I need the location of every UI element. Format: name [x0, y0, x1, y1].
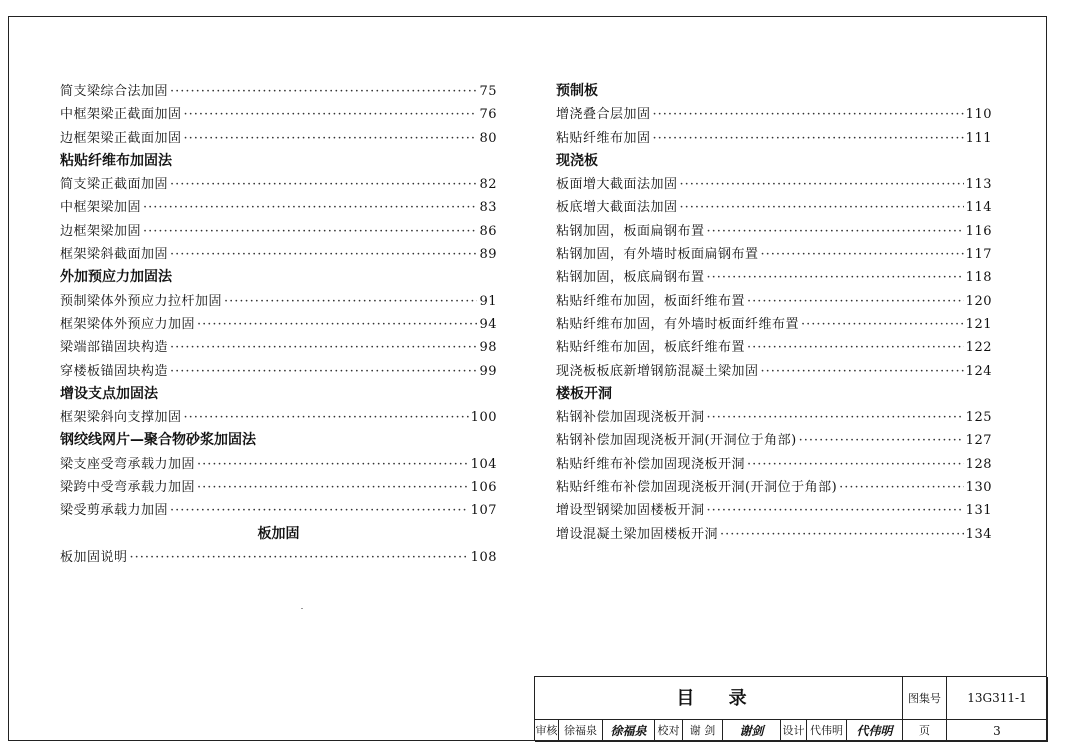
- toc-entry-page: 131: [965, 503, 992, 519]
- toc-entry: [556, 429, 992, 452]
- toc-entry-title: 简支梁正截面加固: [60, 177, 169, 193]
- toc-entry-title: 边框架梁加固: [60, 223, 142, 239]
- toc-entry-page: 91: [479, 293, 497, 309]
- toc-entry: [556, 220, 992, 243]
- toc-entry: [556, 196, 992, 219]
- toc-entry-page: 100: [470, 410, 497, 426]
- toc-entry-title: 粘贴纤维布补偿加固现浇板开洞(开洞位于角部): [556, 480, 838, 496]
- toc-entry-title: 板加固说明: [60, 549, 128, 565]
- dot-leader: [707, 499, 964, 522]
- toc-entry-page: 124: [965, 363, 992, 379]
- toc-right-column: [556, 80, 992, 546]
- toc-entry-page: 89: [479, 247, 497, 263]
- dot-leader: [197, 476, 469, 499]
- toc-entry: [60, 360, 497, 383]
- toc-entry: [556, 406, 992, 429]
- toc-section-heading: 增设支点加固法: [60, 385, 158, 402]
- toc-entry-title: 粘贴纤维布加固: [556, 130, 651, 146]
- toc-entry: [556, 127, 992, 150]
- toc-entry-title: 板底增大截面法加固: [556, 200, 678, 216]
- toc-entry-title: 粘钢加固，板面扁钢布置: [556, 223, 705, 239]
- dot-leader: [184, 127, 478, 150]
- toc-entry: [556, 266, 992, 289]
- toc-entry-page: 98: [479, 340, 497, 356]
- toc-entry: [60, 546, 497, 569]
- check-label: 校对: [655, 720, 683, 742]
- toc-entry-page: 80: [479, 130, 497, 146]
- toc-section-heading: 板加固: [257, 525, 300, 542]
- dot-leader: [184, 103, 478, 126]
- toc-entry-page: 113: [965, 177, 992, 193]
- toc-entry: [556, 290, 992, 313]
- toc-entry-title: 板面增大截面法加固: [556, 177, 678, 193]
- toc-entry: [60, 196, 497, 219]
- dot-leader: [707, 220, 964, 243]
- toc-entry-title: 梁端部锚固块构造: [60, 340, 169, 356]
- dot-leader: [170, 80, 477, 103]
- dot-leader: [801, 313, 964, 336]
- toc-entry-title: 中框架梁正截面加固: [60, 107, 182, 123]
- dot-leader: [707, 406, 964, 429]
- toc-section-heading: 预制板: [556, 83, 598, 99]
- toc-entry-page: 83: [479, 200, 497, 216]
- toc-entry-title: 预制梁体外预应力拉杆加固: [60, 293, 223, 309]
- design-name: 代伟明: [807, 720, 847, 742]
- check-signature: 谢剑: [723, 720, 781, 742]
- toc-entry-page: 75: [479, 84, 497, 99]
- toc-entry-page: 104: [470, 456, 497, 472]
- toc-entry: [60, 80, 497, 103]
- toc-entry: [60, 406, 497, 429]
- design-signature: 代伟明: [847, 720, 903, 742]
- toc-entry-page: 76: [479, 107, 497, 123]
- toc-entry: [60, 453, 497, 476]
- toc-section-heading: 粘贴纤维布加固法: [60, 152, 172, 169]
- atlas-label: 图集号: [903, 677, 947, 720]
- toc-entry: [60, 243, 497, 266]
- dot-leader: [680, 173, 964, 196]
- dot-leader: [653, 103, 964, 126]
- dot-leader: [184, 406, 469, 429]
- toc-entry: [556, 453, 992, 476]
- review-label: 审核: [535, 720, 559, 742]
- dot-leader: [747, 290, 964, 313]
- review-name: 徐福泉: [559, 720, 603, 742]
- toc-entry-page: 122: [965, 340, 992, 356]
- toc-entry-title: 框架梁斜向支撑加固: [60, 410, 182, 426]
- toc-entry-title: 框架梁斜截面加固: [60, 247, 169, 263]
- dot-leader: [197, 313, 477, 336]
- toc-entry-page: 121: [965, 316, 992, 332]
- dot-leader: [170, 336, 477, 359]
- toc-entry-title: 粘贴纤维布加固，板面纤维布置: [556, 293, 746, 309]
- toc-entry-title: 粘贴纤维布加固，板底纤维布置: [556, 340, 746, 356]
- toc-entry-title: 现浇板板底新增钢筋混凝土梁加固: [556, 363, 759, 379]
- toc-entry-page: 99: [479, 363, 497, 379]
- dot-leader: [761, 243, 964, 266]
- toc-entry-page: 125: [965, 410, 992, 426]
- dot-leader: [680, 196, 964, 219]
- toc-entry-page: 94: [479, 316, 497, 332]
- toc-entry-title: 穿楼板锚固块构造: [60, 363, 169, 379]
- toc-entry: [556, 360, 992, 383]
- dot-leader: [143, 196, 477, 219]
- title-block: [534, 676, 1047, 741]
- toc-entry: [556, 336, 992, 359]
- toc-entry: [556, 313, 992, 336]
- toc-entry-page: 82: [479, 177, 497, 193]
- toc-entry: [60, 313, 497, 336]
- toc-entry-title: 框架梁体外预应力加固: [60, 316, 196, 332]
- toc-entry-page: 117: [965, 247, 992, 263]
- toc-entry-title: 粘钢补偿加固现浇板开洞(开洞位于角部): [556, 433, 797, 449]
- dot-leader: [224, 290, 477, 313]
- toc-left-column: [60, 80, 497, 569]
- toc-entry: [60, 499, 497, 522]
- scan-speck: [301, 608, 303, 609]
- toc-entry-title: 增浇叠合层加固: [556, 107, 651, 123]
- page-label: 页: [903, 720, 947, 742]
- toc-entry-page: 118: [965, 270, 992, 286]
- toc-entry: [556, 499, 992, 522]
- toc-entry-page: 130: [965, 480, 992, 496]
- dot-leader: [170, 360, 477, 383]
- toc-entry-title: 粘贴纤维布补偿加固现浇板开洞: [556, 456, 746, 472]
- toc-entry: [60, 103, 497, 126]
- toc-entry-title: 简支梁综合法加固: [60, 84, 169, 99]
- toc-entry: [60, 127, 497, 150]
- toc-entry-page: 116: [965, 223, 992, 239]
- toc-entry-page: 120: [965, 293, 992, 309]
- toc-entry: [60, 336, 497, 359]
- dot-leader: [170, 173, 477, 196]
- toc-entry-page: 108: [470, 549, 497, 565]
- toc-section-heading: 楼板开洞: [556, 385, 612, 402]
- toc-entry: [60, 290, 497, 313]
- check-name: 谢 剑: [683, 720, 723, 742]
- toc-entry: [556, 523, 992, 546]
- toc-entry-title: 增设混凝土梁加固楼板开洞: [556, 526, 719, 542]
- dot-leader: [761, 360, 964, 383]
- toc-entry-page: 114: [965, 200, 992, 216]
- dot-leader: [653, 127, 964, 150]
- toc-entry-title: 粘钢加固，板底扁钢布置: [556, 270, 705, 286]
- dot-leader: [747, 453, 964, 476]
- atlas-number: 13G311-1: [947, 677, 1048, 720]
- toc-entry-title: 粘钢加固，有外墙时板面扁钢布置: [556, 247, 759, 263]
- toc-entry-title: 粘钢补偿加固现浇板开洞: [556, 410, 705, 426]
- toc-section-heading: 钢绞线网片—聚合物砂浆加固法: [60, 432, 256, 449]
- toc-entry-title: 增设型钢梁加固楼板开洞: [556, 503, 705, 519]
- page-number: 3: [947, 720, 1048, 742]
- toc-entry: [556, 243, 992, 266]
- dot-leader: [197, 453, 469, 476]
- dot-leader: [747, 336, 964, 359]
- toc-entry-title: 梁跨中受弯承载力加固: [60, 480, 196, 496]
- dot-leader: [799, 429, 964, 452]
- design-label: 设计: [781, 720, 807, 742]
- toc-entry: [556, 173, 992, 196]
- toc-entry-page: 128: [965, 456, 992, 472]
- toc-entry: [60, 173, 497, 196]
- dot-leader: [720, 523, 964, 546]
- dot-leader: [130, 546, 469, 569]
- toc-entry: [60, 476, 497, 499]
- toc-entry-page: 111: [965, 130, 992, 146]
- toc-entry-title: 梁支座受弯承载力加固: [60, 456, 196, 472]
- toc-entry-page: 134: [965, 526, 992, 542]
- toc-entry-page: 127: [965, 433, 992, 449]
- toc-entry-page: 106: [470, 480, 497, 496]
- dot-leader: [170, 243, 477, 266]
- dot-leader: [707, 266, 964, 289]
- toc-entry-page: 107: [470, 503, 497, 519]
- toc-entry-page: 86: [479, 223, 497, 239]
- toc-section-heading: 现浇板: [556, 152, 598, 169]
- toc-entry: [556, 476, 992, 499]
- toc-entry-title: 边框架梁正截面加固: [60, 130, 182, 146]
- toc-entry-title: 粘贴纤维布加固，有外墙时板面纤维布置: [556, 316, 800, 332]
- toc-entry-title: 梁受剪承载力加固: [60, 503, 169, 519]
- title-block-title: 目 录: [535, 677, 903, 720]
- dot-leader: [839, 476, 964, 499]
- dot-leader: [170, 499, 469, 522]
- toc-entry-page: 110: [965, 107, 992, 123]
- dot-leader: [143, 220, 477, 243]
- toc-section-heading: 外加预应力加固法: [60, 269, 172, 286]
- review-signature: 徐福泉: [603, 720, 655, 742]
- toc-entry-title: 中框架梁加固: [60, 200, 142, 216]
- toc-entry: [556, 103, 992, 126]
- toc-entry: [60, 220, 497, 243]
